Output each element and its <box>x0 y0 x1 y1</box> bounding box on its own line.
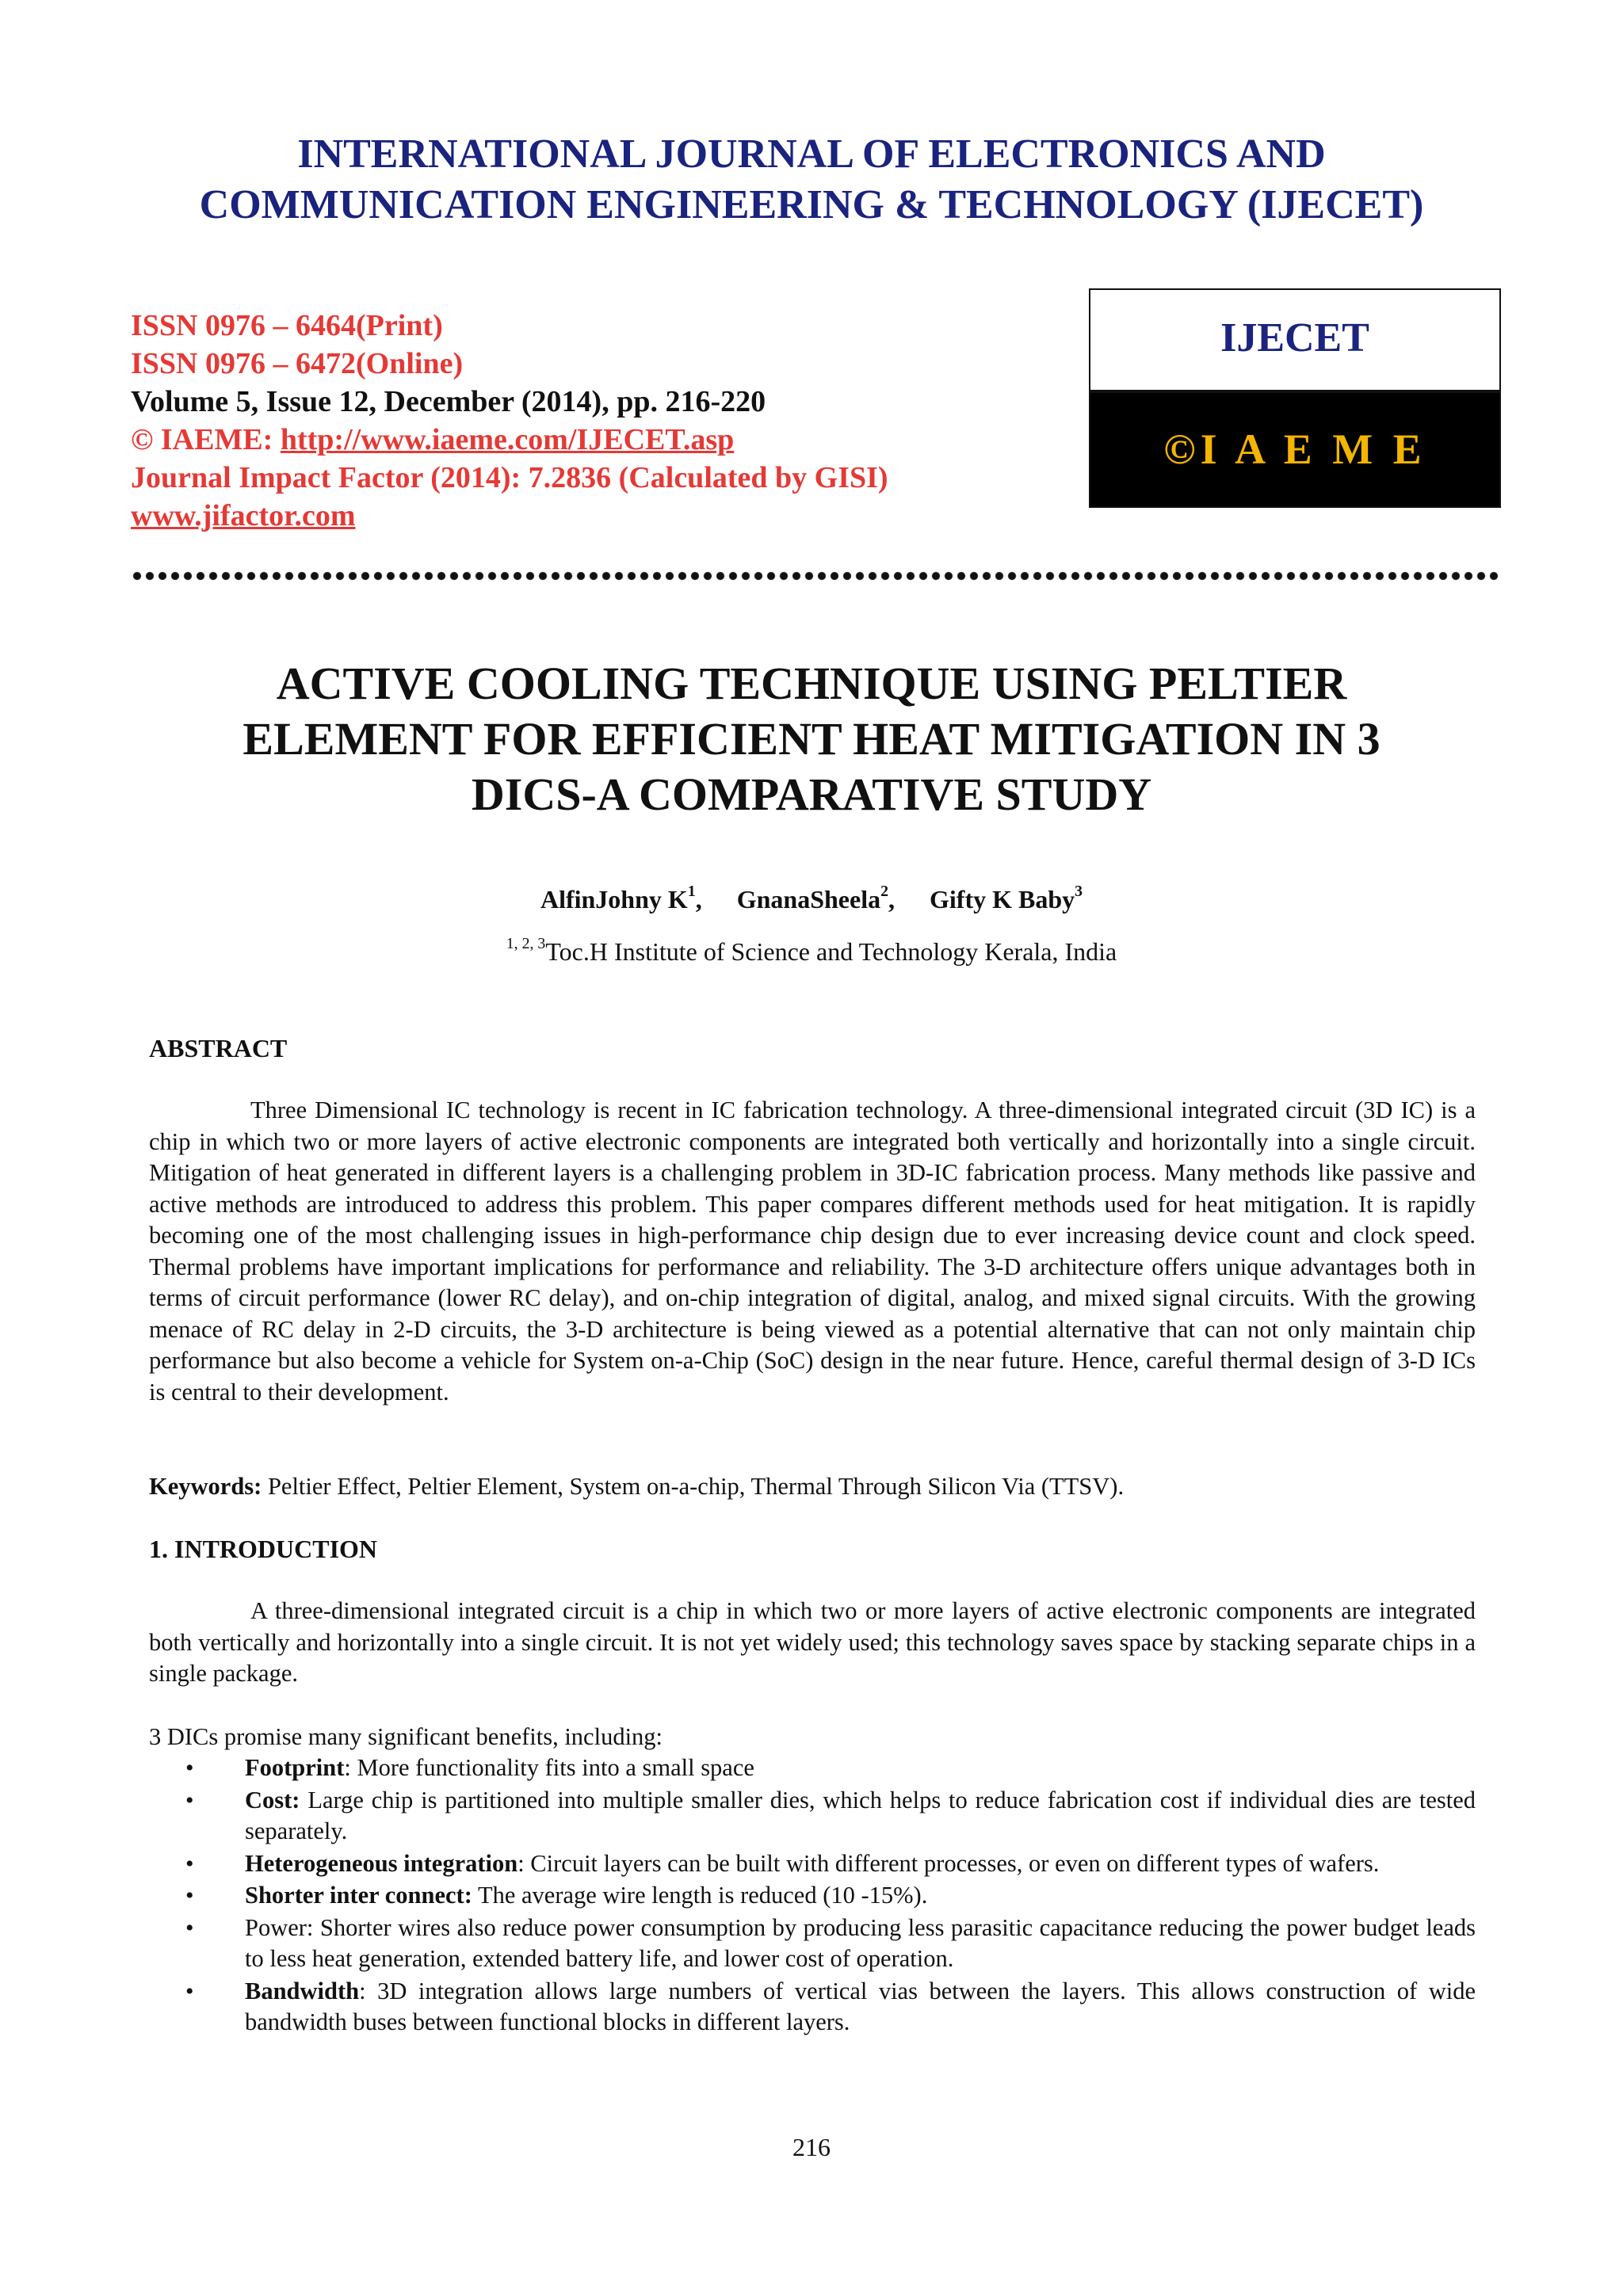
keywords-label: Keywords: <box>149 1473 262 1500</box>
keywords-text: Peltier Effect, Peltier Element, System on-a-chip, Thermal Through Silicon Via (TTSV). <box>262 1473 1125 1500</box>
list-item: • Power: Shorter wires also reduce power consumption by producing less parasitic capacitance reducing the power budget leads to less heat generation, extended battery life, and lower cost of operation. <box>185 1913 1476 1972</box>
jifactor-link[interactable]: www.jifactor.com <box>131 499 356 532</box>
author-list <box>0 882 1623 917</box>
bullet-icon: • <box>185 1882 194 1909</box>
bullet-icon: • <box>185 1978 194 2004</box>
bullet-icon: • <box>185 1914 194 1941</box>
author: GnanaSheela$^2$, <box>736 883 895 913</box>
journal-brand-box <box>1089 288 1501 508</box>
copyright-prefix: © IAEME: <box>131 423 281 456</box>
benefits-list <box>149 1753 1476 2039</box>
list-item: • Shorter inter connect: The average wire length is reduced (10 -15%). <box>149 1880 1476 1912</box>
issn-print: ISSN 0976 – 6464(Print) <box>131 309 443 342</box>
paper-title-line-3: DICS-A COMPARATIVE STUDY <box>471 769 1152 820</box>
page-number: 216 <box>792 2133 831 2161</box>
bullet-icon: • <box>185 1787 194 1814</box>
section-heading-introduction: 1. INTRODUCTION <box>149 1535 378 1563</box>
introduction-text: A three-dimensional integrated circuit is a chip in which two or more layers of active electronic components are integrated both vertically and horizontally into a single circuit. It is not yet widely used; this technology saves space by stacking separate chips in a single package. <box>149 1597 1476 1687</box>
benefits-intro: 3 DICs promise many significant benefits, including: <box>149 1723 663 1750</box>
bullet-icon: • <box>185 1755 194 1781</box>
journal-title-line-2: COMMUNICATION ENGINEERING & TECHNOLOGY (IJECET) <box>199 182 1424 227</box>
author: Gifty K Baby$^3$ <box>930 883 1083 913</box>
list-item: • Heterogeneous integration: Circuit layers can be built with different processes, or even on different types of wafers. <box>149 1848 1476 1880</box>
issn-online: ISSN 0976 – 6472(Online) <box>131 347 464 380</box>
brand-ijecet: IJECET <box>1090 290 1499 393</box>
affiliation <box>0 934 1623 969</box>
keywords <box>149 1470 1476 1502</box>
copyright-line <box>131 421 1082 459</box>
affiliation-text: Toc.H Institute of Science and Technology Kerala, India <box>545 937 1117 966</box>
volume-info: Volume 5, Issue 12, December (2014), pp. 216-220 <box>131 385 766 418</box>
impact-factor: Journal Impact Factor (2014): 7.2836 (Calculated by GISI) <box>131 461 888 494</box>
journal-title-line-1: INTERNATIONAL JOURNAL OF ELECTRONICS AND <box>297 132 1326 177</box>
author: AlfinJohny $K^1$, <box>540 883 702 913</box>
list-item: • Footprint: More functionality fits into a small space <box>149 1753 1476 1784</box>
list-item: • Bandwidth: 3D integration allows large numbers of vertical vias between the layers. This allows construction of wide bandwidth buses between functional blocks in different layers. <box>185 1977 1476 2035</box>
abstract-text: Three Dimensional IC technology is recent in IC fabrication technology. A three-dimensional integrated circuit (3D IC) is a chip in which two or more layers of active electronic components are integrated both vertically and horizontally into a single circuit. Mitigation of heat generated in different layers is a challenging problem in 3D-IC fabrication process. Many methods like passive and active methods are introduced to address this problem. This paper compares different methods used for heat mitigation. It is rapidly becoming one of the most challenging issues in high-performance chip design due to ever increasing device count and clock speed. Thermal problems have important implications for performance and reliability. The 3-D architecture offers unique advantages both in terms of circuit performance (lower RC delay), and on-chip integration of digital, analog, and mixed signal circuits. With the growing menace of RC delay in 2-D circuits, the 3-D architecture is being viewed as a potential alternative that can not only maintain chip performance but also become a vehicle for System on-a-Chip (SoC) design in the near future. Hence, careful thermal design of 3-D ICs is central to their development. <box>149 1097 1476 1405</box>
paper-title <box>143 656 1480 822</box>
list-item: • Cost: Large chip is partitioned into multiple smaller dies, which helps to reduce fabrication cost if individual dies are tested separately. <box>185 1786 1476 1844</box>
paper-title-line-1: ACTIVE COOLING TECHNIQUE USING PELTIER <box>276 658 1347 709</box>
brand-iaeme: ©I A E M E <box>1090 393 1499 506</box>
abstract-heading: ABSTRACT <box>149 1034 288 1062</box>
journal-info <box>131 307 1082 535</box>
journal-title <box>0 129 1623 231</box>
affiliation-sup: 1, 2, 3 <box>506 935 546 953</box>
paper-title-line-2: ELEMENT FOR EFFICIENT HEAT MITIGATION IN 3 <box>242 713 1381 765</box>
bullet-icon: • <box>185 1850 194 1877</box>
journal-url-link[interactable]: http://www.iaeme.com/IJECET.asp <box>280 423 735 456</box>
dotted-divider <box>131 570 1500 582</box>
